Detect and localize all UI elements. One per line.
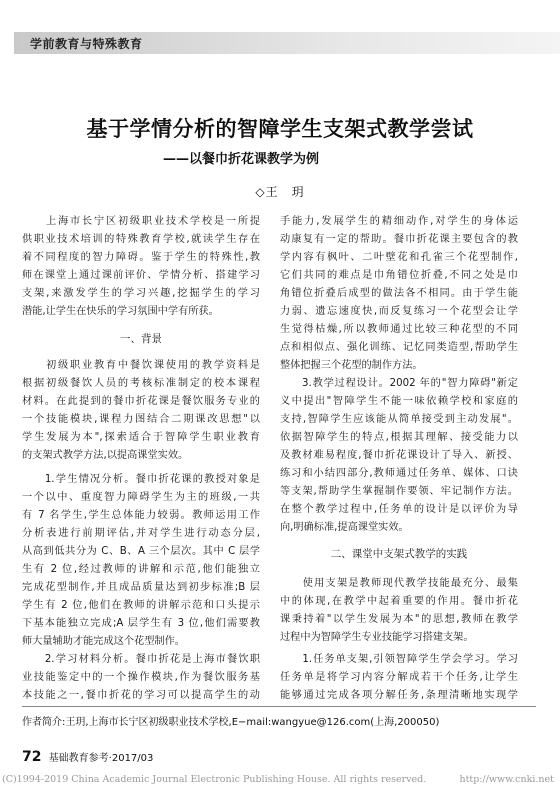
left-line: 一个以中、重度智力障碍学生为主的班级,一共 (22, 492, 260, 503)
right-line: 使用支架是教师现代教学技能最充分、最集 (280, 578, 518, 589)
left-line: 下基本能独立完成;A 层学生有 3 位,他们需要教 (22, 618, 260, 629)
right-line: 它们共同的难点是巾角错位折叠,不同之处是巾 (280, 270, 518, 281)
right-line: 力弱、遗忘速度快,而反复练习一个花型会让学 (280, 306, 518, 317)
left-line: 有 7 名学生,学生总体能力较弱。教师运用工作 (22, 510, 260, 521)
left-line: 根据初级餐饮人员的考核标准制定的校本课程 (22, 378, 260, 389)
left-line: 学生有 2 位,他们在教师的讲解示范和口头提示 (22, 600, 260, 611)
right-line: 动康复有一定的帮助。餐巾折花课主要包含的教 (280, 234, 518, 245)
left-line: 本技能之一,餐巾折花的学习可以提高学生的动 (22, 690, 260, 701)
right-line: 练习和小结四部分,教师通过任务单、媒体、口诀 (280, 468, 518, 479)
watermark-copyright: (C)1994-2019 China Academic Journal Electronic Publishing House. All rights reserved. (2, 774, 427, 785)
section-heading-practice: 二、课堂中支架式教学的实践 (330, 548, 468, 560)
author-footnote: 作者简介:王玥,上海市长宁区初级职业技术学校,E−mail:wangyue@126.com(上海,200050) (22, 717, 440, 728)
left-line: 初级职业教育中餐饮课使用的教学资料是 (22, 360, 260, 371)
article-title: 基于学情分析的智障学生支架式教学尝试 (86, 116, 474, 141)
left-line: 一个技能模块,课程力图结合二期课改思想"以 (22, 414, 260, 425)
right-line: 依据智障学生的特点,根据其理解、接受能力以 (280, 432, 518, 443)
right-line: 向,明确标准,提高课堂实效。 (280, 522, 409, 533)
right-line: 在整个教学过程中,任务单的设计是以评价为导 (280, 504, 518, 515)
left-line: 的支架式教学方法,以提高课堂实效。 (22, 450, 189, 461)
right-line: 等支架,帮助学生掌握制作要领、牢记制作方法。 (280, 486, 518, 497)
right-line: 任务单是将学习内容分解成若干个任务,让学生 (280, 672, 518, 683)
left-line: 师在课堂上通过课前评价、学情分析、搭建学习 (22, 270, 260, 281)
right-line: 中的体现,在教学中起着重要的作用。餐巾折花 (280, 596, 518, 607)
footnote-divider (22, 706, 536, 707)
section-heading-background: 一、背景 (120, 333, 162, 345)
right-line: 支持,智障学生应该能从简单接受到主动发展"。 (280, 414, 518, 425)
right-line: 能够通过完成各项分解任务,条理清晰地实现学 (280, 690, 518, 701)
copyright-watermark (2, 774, 558, 785)
left-line: 师大量辅助才能完成这个花型制作。 (22, 636, 185, 647)
right-line: 整体把握三个花型的制作方法。 (280, 360, 423, 371)
left-line: 材料。在此提到的餐巾折花课是餐饮服务专业的 (22, 396, 260, 407)
right-line: 及教材难易程度,餐巾折花课设计了导入、新授、 (280, 450, 518, 461)
left-line: 2.学习材料分析。餐巾折花是上海市餐饮职 (22, 654, 260, 665)
right-line: 1.任务单支架,引领智障学生学会学习。学习 (280, 654, 518, 665)
article-author: ◇王 玥 (255, 185, 305, 199)
left-line: 上海市长宁区初级职业技术学校是一所提 (22, 216, 260, 227)
section-header-bar (0, 32, 560, 54)
right-line: 过程中为智障学生专业技能学习搭建支架。 (280, 632, 474, 643)
right-line: 学内容有枫叶、二叶壁花和孔雀三个花型制作, (280, 252, 518, 263)
section-header-label: 学前教育与特殊教育 (30, 37, 143, 51)
left-line: 学生发展为本",探索适合于智障学生职业教育 (22, 432, 260, 443)
right-line: 义中提出"智障学生不能一味依赖学校和家庭的 (280, 396, 518, 407)
right-line: 3.教学过程设计。2002 年的"智力障碍"新定 (280, 378, 518, 389)
right-line: 课秉持着"以学生发展为本"的思想,教师在教学 (280, 614, 518, 625)
left-line: 业技能鉴定中的一个操作模块,作为餐饮服务基 (22, 672, 260, 683)
left-line: 支架,来激发学生的学习兴趣,挖掘学生的学习 (22, 288, 260, 299)
right-line: 手能力,发展学生的精细动作,对学生的身体运 (280, 216, 518, 227)
left-line: 分析表进行前期评估,并对学生进行动态分层, (22, 528, 260, 539)
journal-name: 基础教育参考·2017/03 (48, 753, 154, 764)
left-line: 1.学生情况分析。餐巾折花课的教授对象是 (22, 474, 260, 485)
page-footer (22, 749, 153, 765)
right-line: 点和相似点、强化训练、记忆同类造型,帮助学生 (280, 342, 518, 353)
left-line: 着不同程度的智力障碍。鉴于学生的特殊性,教 (22, 252, 260, 263)
left-line: 从高到低共分为 C、B、A 三个层次。其中 C 层学 (22, 546, 260, 557)
left-line: 完成花型制作,并且成品质量达到初步标准;B 层 (22, 582, 260, 593)
left-line: 供职业技术培训的特殊教育学校,就读学生存在 (22, 234, 260, 245)
watermark-url: http://www.cnki.net (459, 774, 554, 785)
page-number: 72 (22, 749, 42, 765)
right-line: 角错位折叠后成型的做法各不相同。由于学生能 (280, 288, 518, 299)
left-line: 生有 2 位,经过教师的讲解和示范,他们能独立 (22, 564, 260, 575)
right-line: 生觉得枯燥,所以教师通过比较三种花型的不同 (280, 324, 518, 335)
article-subtitle: ——以餐巾折花课教学为例 (163, 152, 320, 167)
left-line: 潜能,让学生在快乐的学习氛围中学有所获。 (22, 306, 219, 317)
